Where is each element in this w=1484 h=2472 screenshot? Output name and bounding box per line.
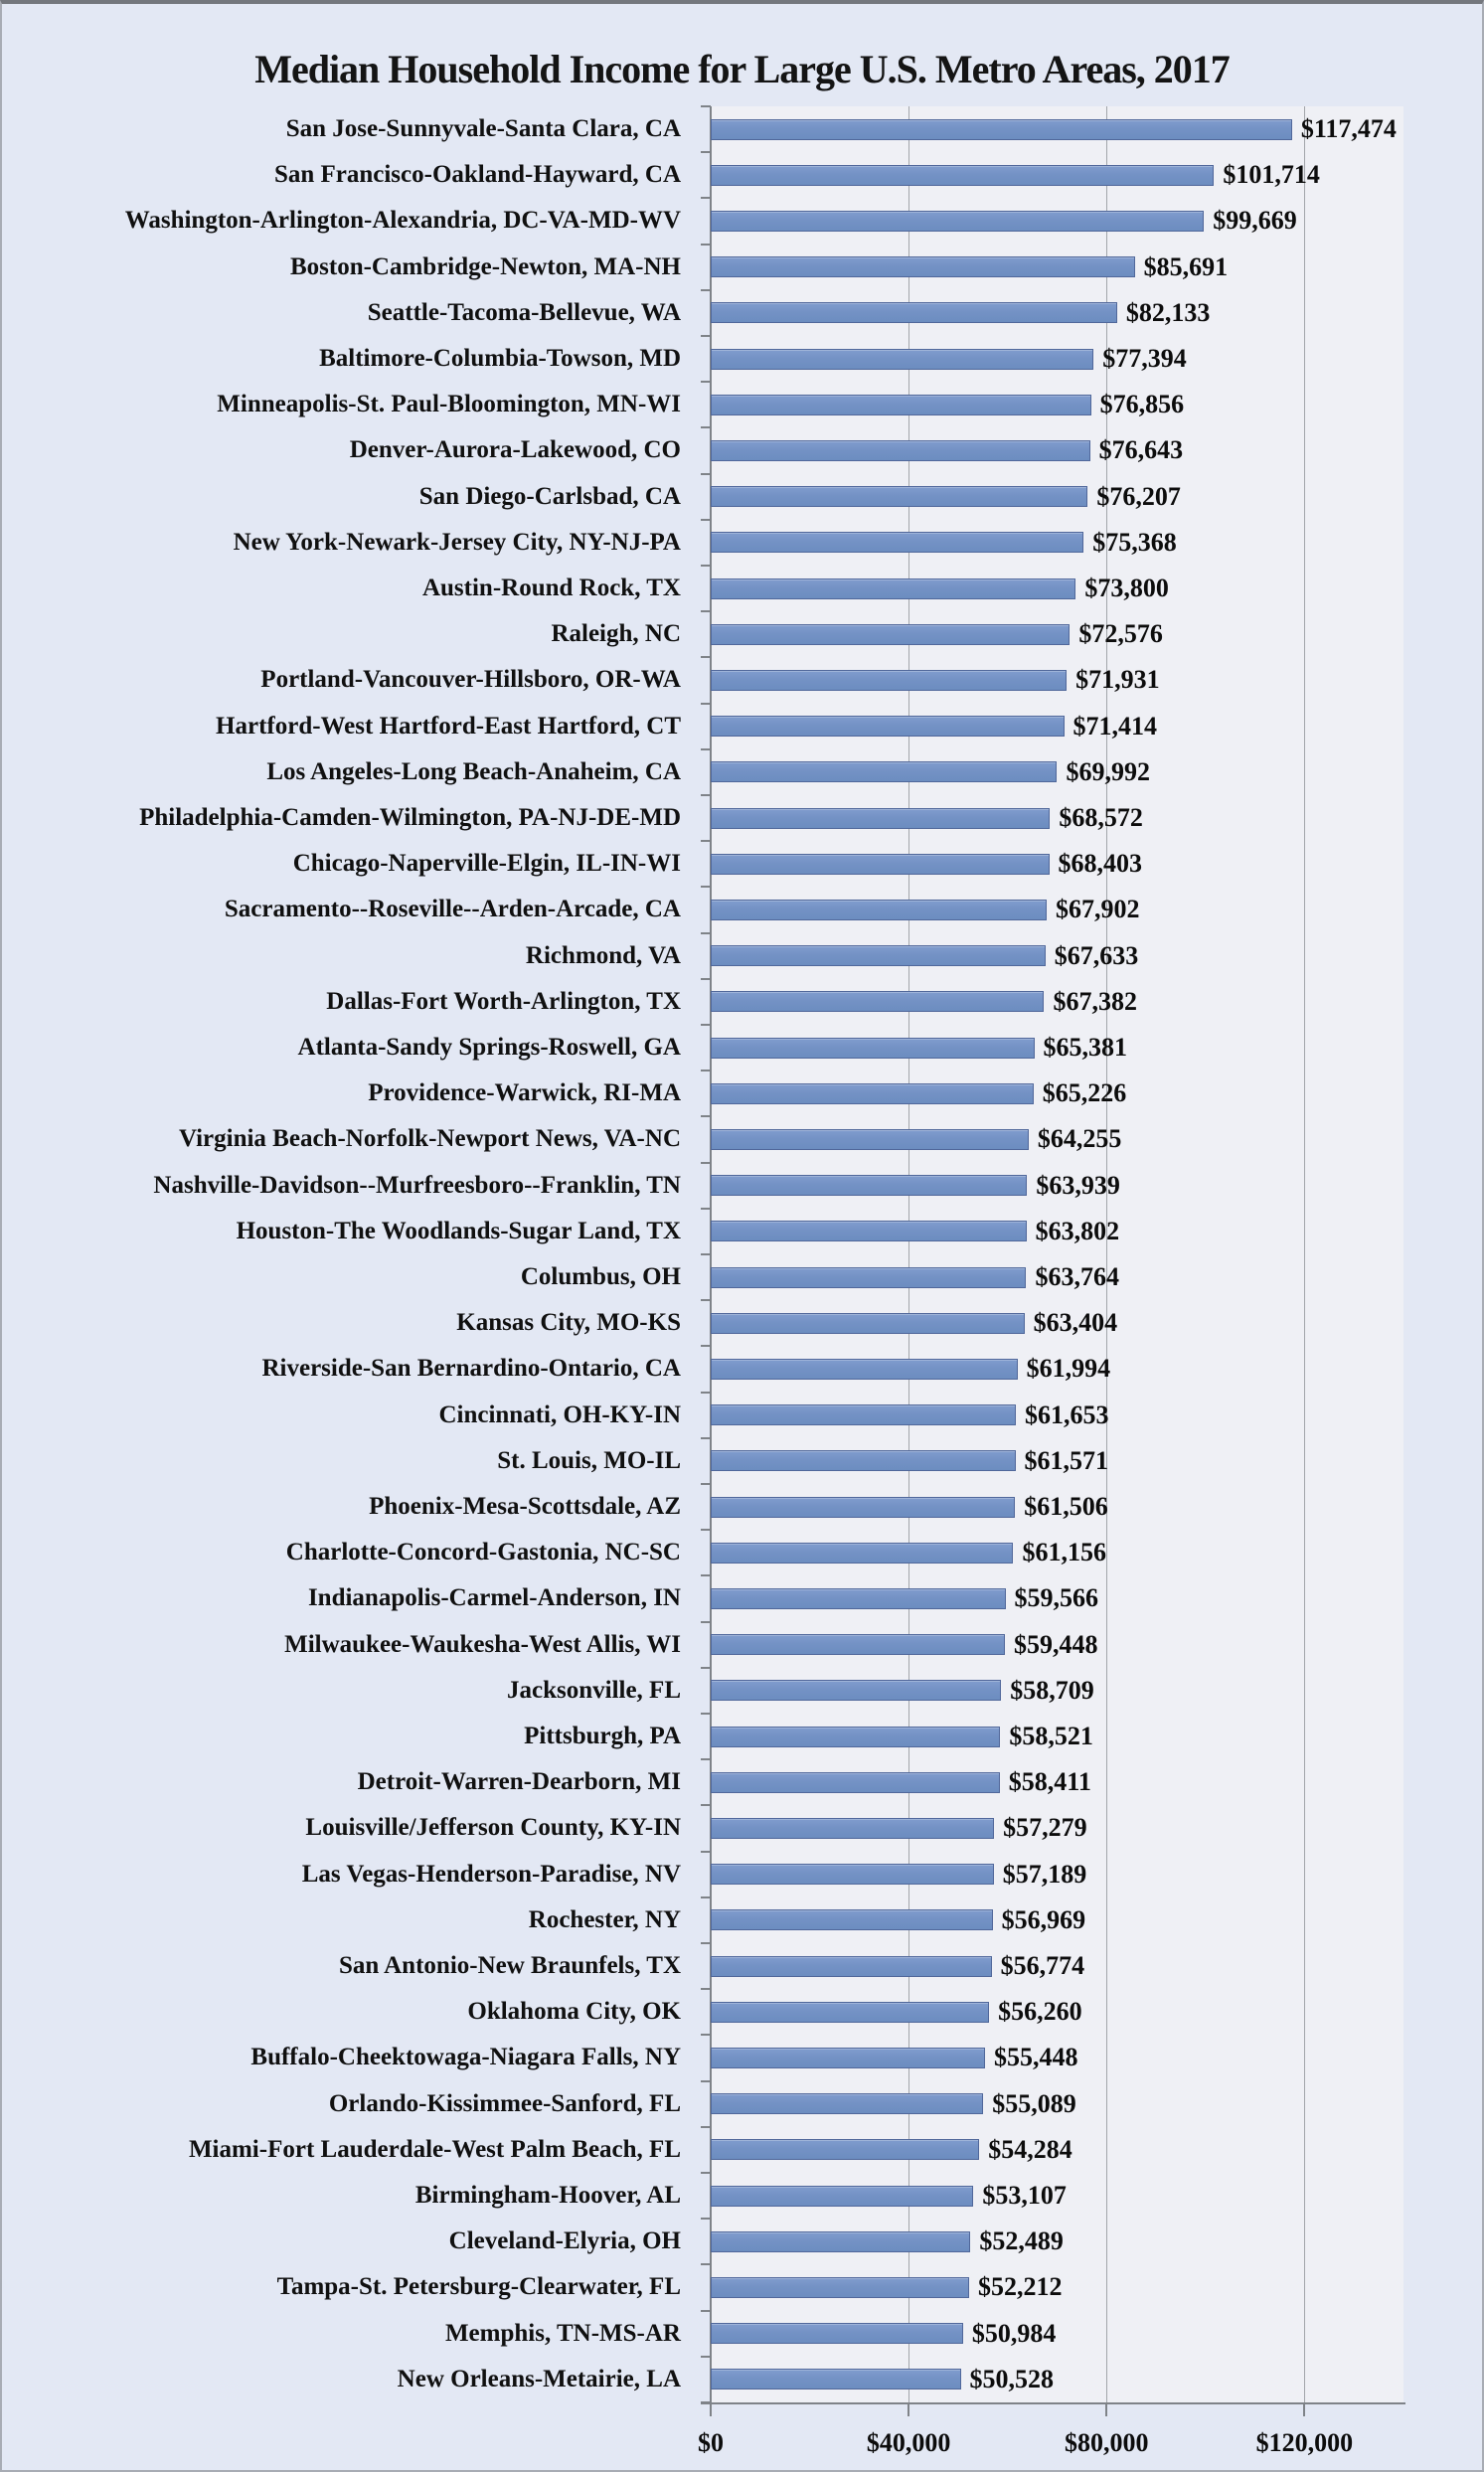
category-label: Indianapolis-Carmel-Anderson, IN bbox=[307, 1584, 681, 1612]
value-label: $85,691 bbox=[1143, 251, 1229, 281]
value-label: $73,800 bbox=[1084, 574, 1169, 603]
category-label: San Antonio-New Braunfels, TX bbox=[338, 1952, 681, 1980]
value-label: $67,382 bbox=[1053, 986, 1137, 1016]
value-label: $50,528 bbox=[969, 2364, 1055, 2393]
bar bbox=[711, 1083, 1034, 1104]
category-label: Oklahoma City, OK bbox=[467, 1998, 681, 2026]
bar bbox=[711, 1038, 1035, 1059]
value-label: $52,212 bbox=[977, 2272, 1063, 2302]
bar bbox=[711, 2093, 983, 2114]
bar bbox=[711, 2369, 961, 2390]
value-label: $57,279 bbox=[1003, 1813, 1087, 1843]
category-label: Virginia Beach-Norfolk-Newport News, VA-NC bbox=[178, 1125, 681, 1153]
value-label: $75,368 bbox=[1092, 527, 1177, 557]
x-axis-line bbox=[701, 2402, 1405, 2404]
category-label: San Diego-Carlsbad, CA bbox=[418, 482, 681, 510]
value-label: $61,994 bbox=[1026, 1354, 1111, 1384]
x-axis-tick-120000 bbox=[1303, 2404, 1305, 2416]
bar bbox=[711, 1634, 1005, 1655]
category-label: Hartford-West Hartford-East Hartford, CT bbox=[216, 712, 681, 740]
category-label: Dallas-Fort Worth-Arlington, TX bbox=[326, 987, 681, 1015]
bar bbox=[711, 1543, 1013, 1564]
bar bbox=[711, 2139, 979, 2160]
value-label: $76,856 bbox=[1099, 390, 1185, 419]
value-label: $69,992 bbox=[1066, 756, 1150, 786]
bar bbox=[711, 486, 1087, 507]
value-label: $65,381 bbox=[1043, 1033, 1127, 1063]
bar bbox=[711, 716, 1065, 737]
bar bbox=[711, 1909, 993, 1930]
bar bbox=[711, 1956, 992, 1977]
bar bbox=[711, 2048, 985, 2068]
bar bbox=[711, 624, 1070, 645]
category-label: Nashville-Davidson--Murfreesboro--Franklin, TN bbox=[153, 1171, 681, 1199]
category-label: Richmond, VA bbox=[525, 941, 681, 969]
value-label: $58,709 bbox=[1010, 1675, 1094, 1705]
value-label: $59,566 bbox=[1014, 1583, 1099, 1613]
category-label: Jacksonville, FL bbox=[506, 1676, 681, 1704]
bar bbox=[711, 670, 1067, 691]
category-label: Denver-Aurora-Lakewood, CO bbox=[349, 436, 681, 464]
category-label: Seattle-Tacoma-Bellevue, WA bbox=[367, 298, 681, 326]
category-label: Sacramento--Roseville--Arden-Arcade, CA bbox=[224, 896, 681, 923]
value-label: $56,774 bbox=[1000, 1951, 1085, 1981]
bar bbox=[711, 1221, 1027, 1241]
bar bbox=[711, 440, 1090, 461]
category-label: San Jose-Sunnyvale-Santa Clara, CA bbox=[285, 115, 681, 143]
bar bbox=[711, 2231, 970, 2252]
category-label: Atlanta-Sandy Springs-Roswell, GA bbox=[297, 1034, 681, 1062]
category-label: Minneapolis-St. Paul-Bloomington, MN-WI bbox=[217, 391, 681, 418]
category-label: New York-Newark-Jersey City, NY-NJ-PA bbox=[233, 528, 681, 556]
x-tick-label-40000: $40,000 bbox=[866, 2428, 951, 2457]
value-label: $67,902 bbox=[1056, 895, 1140, 924]
value-label: $57,189 bbox=[1002, 1859, 1087, 1889]
value-label: $61,571 bbox=[1024, 1445, 1109, 1475]
category-label: Kansas City, MO-KS bbox=[456, 1309, 681, 1337]
value-label: $76,207 bbox=[1096, 481, 1181, 511]
category-label: Las Vegas-Henderson-Paradise, NV bbox=[301, 1860, 681, 1888]
category-label: Columbus, OH bbox=[520, 1263, 681, 1291]
value-label: $52,489 bbox=[979, 2226, 1064, 2256]
category-label: St. Louis, MO-IL bbox=[497, 1446, 681, 1474]
bar bbox=[711, 991, 1044, 1012]
value-label: $77,394 bbox=[1102, 344, 1187, 374]
value-label: $61,506 bbox=[1024, 1492, 1108, 1522]
category-label: Birmingham-Hoover, AL bbox=[414, 2182, 681, 2210]
bar bbox=[711, 1818, 994, 1839]
bar bbox=[711, 900, 1047, 920]
category-label: Pittsburgh, PA bbox=[524, 1723, 681, 1750]
value-label: $68,572 bbox=[1059, 803, 1143, 833]
category-label: San Francisco-Oakland-Hayward, CA bbox=[273, 161, 681, 189]
category-label: Detroit-Warren-Dearborn, MI bbox=[357, 1768, 681, 1796]
bar bbox=[711, 165, 1214, 186]
category-label: Boston-Cambridge-Newton, MA-NH bbox=[289, 252, 681, 280]
value-label: $72,576 bbox=[1078, 619, 1163, 649]
category-label: Rochester, NY bbox=[528, 1905, 681, 1933]
value-label: $76,643 bbox=[1098, 435, 1184, 465]
bar bbox=[711, 349, 1093, 370]
category-label: Tampa-St. Petersburg-Clearwater, FL bbox=[276, 2273, 681, 2301]
chart-title: Median Household Income for Large U.S. Metro Areas, 2017 bbox=[254, 47, 1230, 91]
category-label: Raleigh, NC bbox=[551, 620, 681, 648]
bar bbox=[711, 302, 1117, 323]
value-label: $58,521 bbox=[1009, 1722, 1093, 1751]
bar bbox=[711, 1404, 1016, 1425]
bar bbox=[711, 211, 1204, 232]
value-label: $68,403 bbox=[1058, 849, 1143, 879]
value-label: $56,969 bbox=[1001, 1904, 1086, 1934]
bar bbox=[711, 1129, 1029, 1150]
category-label: Louisville/Jefferson County, KY-IN bbox=[305, 1814, 681, 1842]
value-label: $63,802 bbox=[1035, 1216, 1120, 1245]
bar bbox=[711, 1680, 1001, 1701]
x-tick-label-0: $0 bbox=[698, 2428, 724, 2457]
value-label: $61,156 bbox=[1022, 1538, 1106, 1567]
category-label: Austin-Round Rock, TX bbox=[421, 575, 681, 602]
value-label: $56,260 bbox=[998, 1997, 1082, 2027]
x-axis-tick-0 bbox=[710, 2404, 712, 2416]
bar bbox=[711, 1772, 1000, 1793]
bar bbox=[711, 1313, 1025, 1334]
bar bbox=[711, 578, 1075, 599]
bar bbox=[711, 119, 1292, 140]
category-label: Phoenix-Mesa-Scottsdale, AZ bbox=[369, 1493, 681, 1521]
value-label: $64,255 bbox=[1037, 1124, 1122, 1154]
value-label: $58,411 bbox=[1008, 1767, 1091, 1797]
category-label: Houston-The Woodlands-Sugar Land, TX bbox=[236, 1217, 681, 1244]
category-label: Orlando-Kissimmee-Sanford, FL bbox=[328, 2089, 681, 2117]
value-label: $71,931 bbox=[1075, 665, 1160, 695]
bar bbox=[711, 1497, 1015, 1518]
value-label: $82,133 bbox=[1125, 297, 1211, 327]
bar bbox=[711, 1359, 1018, 1380]
x-tick-label-120000: $120,000 bbox=[1255, 2428, 1354, 2457]
category-label: New Orleans-Metairie, LA bbox=[397, 2365, 681, 2392]
value-label: $59,448 bbox=[1013, 1629, 1098, 1659]
bar bbox=[711, 1727, 1000, 1747]
value-label: $101,714 bbox=[1223, 160, 1320, 190]
category-label: Baltimore-Columbia-Towson, MD bbox=[319, 345, 681, 373]
category-label: Miami-Fort Lauderdale-West Palm Beach, FL bbox=[188, 2135, 681, 2163]
value-label: $55,089 bbox=[992, 2088, 1076, 2118]
bar bbox=[711, 2323, 963, 2344]
category-label: Buffalo-Cheektowaga-Niagara Falls, NY bbox=[250, 2044, 681, 2071]
value-label: $117,474 bbox=[1300, 114, 1397, 144]
bar bbox=[711, 1864, 994, 1885]
bar bbox=[711, 1450, 1016, 1471]
bar bbox=[711, 1267, 1026, 1288]
x-tick-label-80000: $80,000 bbox=[1065, 2428, 1149, 2457]
x-axis-tick-40000 bbox=[907, 2404, 909, 2416]
value-label: $61,653 bbox=[1024, 1400, 1109, 1429]
value-label: $63,404 bbox=[1033, 1308, 1118, 1338]
bar bbox=[711, 2002, 989, 2023]
bar bbox=[711, 1588, 1006, 1609]
bar bbox=[711, 1175, 1027, 1196]
x-axis-tick-80000 bbox=[1105, 2404, 1107, 2416]
bar bbox=[711, 854, 1050, 875]
category-label: Riverside-San Bernardino-Ontario, CA bbox=[261, 1355, 681, 1383]
bar bbox=[711, 395, 1091, 415]
bar bbox=[711, 256, 1135, 277]
category-label: Chicago-Naperville-Elgin, IL-IN-WI bbox=[292, 850, 681, 878]
category-label: Memphis, TN-MS-AR bbox=[444, 2319, 681, 2347]
category-label: Providence-Warwick, RI-MA bbox=[368, 1079, 681, 1107]
category-label: Philadelphia-Camden-Wilmington, PA-NJ-DE-MD bbox=[139, 804, 681, 832]
bar bbox=[711, 532, 1083, 553]
bar bbox=[711, 808, 1050, 829]
category-label: Washington-Arlington-Alexandria, DC-VA-MD-WV bbox=[124, 207, 681, 235]
value-label: $63,939 bbox=[1036, 1170, 1120, 1200]
value-label: $53,107 bbox=[982, 2181, 1067, 2211]
category-label: Los Angeles-Long Beach-Anaheim, CA bbox=[266, 757, 681, 785]
category-label: Cincinnati, OH-KY-IN bbox=[438, 1401, 681, 1428]
value-label: $63,764 bbox=[1035, 1262, 1119, 1292]
bar bbox=[711, 2186, 973, 2207]
value-label: $67,633 bbox=[1054, 940, 1139, 970]
category-label: Charlotte-Concord-Gastonia, NC-SC bbox=[285, 1539, 681, 1566]
category-label: Portland-Vancouver-Hillsboro, OR-WA bbox=[260, 666, 681, 694]
value-label: $65,226 bbox=[1042, 1078, 1127, 1108]
bar bbox=[711, 761, 1057, 782]
value-label: $54,284 bbox=[988, 2134, 1072, 2164]
category-label: Milwaukee-Waukesha-West Allis, WI bbox=[284, 1630, 681, 1658]
category-label: Cleveland-Elyria, OH bbox=[448, 2227, 681, 2255]
bar bbox=[711, 945, 1046, 966]
value-label: $55,448 bbox=[994, 2043, 1078, 2072]
value-label: $99,669 bbox=[1213, 206, 1297, 236]
bar bbox=[711, 2277, 969, 2298]
value-label: $71,414 bbox=[1072, 711, 1158, 741]
value-label: $50,984 bbox=[971, 2318, 1057, 2348]
gridline-120000 bbox=[1304, 106, 1305, 2402]
